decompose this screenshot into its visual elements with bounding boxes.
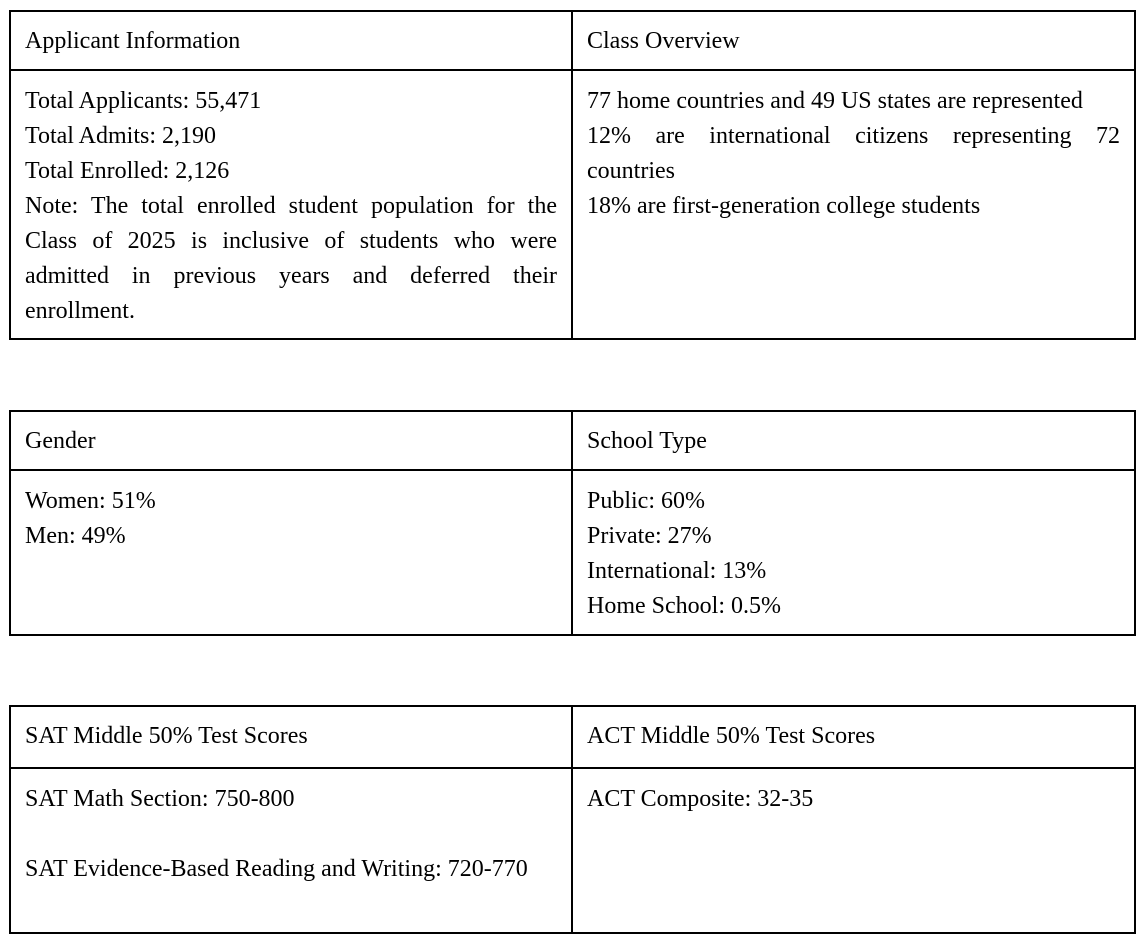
spacer [25,817,557,852]
gender-heading: Gender [10,411,572,470]
school-type-item: Home School: 0.5% [587,593,781,619]
sat-ebrw: SAT Evidence-Based Reading and Writing: 720-770 [25,856,528,882]
gender-item: Men: 49% [25,523,126,549]
class-overview-item: 77 home countries and 49 US states are represented [587,88,1083,114]
school-type-item: Public: 60% [587,488,705,514]
class-overview-item: 18% are first-generation college students [587,193,981,219]
total-enrolled: Total Enrolled: 2,126 [25,158,230,184]
gender-cell [10,470,572,635]
class-overview-heading: Class Overview [572,11,1135,70]
act-cell [572,768,1135,933]
total-admits: Total Admits: 2,190 [25,123,216,149]
total-applicants: Total Applicants: 55,471 [25,88,262,114]
school-type-cell [572,470,1135,635]
class-overview-cell [572,70,1135,339]
sat-cell [10,768,572,933]
sat-math: SAT Math Section: 750-800 [25,786,295,812]
test-scores-table [9,705,1136,934]
sat-heading: SAT Middle 50% Test Scores [10,706,572,768]
school-type-heading: School Type [572,411,1135,470]
class-overview-item: 12% are international citizens representing 72 countries [587,123,1120,184]
gender-item: Women: 51% [25,488,156,514]
act-composite: ACT Composite: 32-35 [587,786,814,812]
enrollment-note: Note: The total enrolled student population for the Class of 2025 is inclusive of students who were admitted in previous years and deferred their enrollment. [25,193,557,324]
school-type-item: International: 13% [587,558,767,584]
gender-school-table [9,410,1136,636]
act-heading: ACT Middle 50% Test Scores [572,706,1135,768]
applicant-information-cell [10,70,572,339]
applicant-information-heading: Applicant Information [10,11,572,70]
school-type-item: Private: 27% [587,523,712,549]
applicant-class-table [9,10,1136,340]
